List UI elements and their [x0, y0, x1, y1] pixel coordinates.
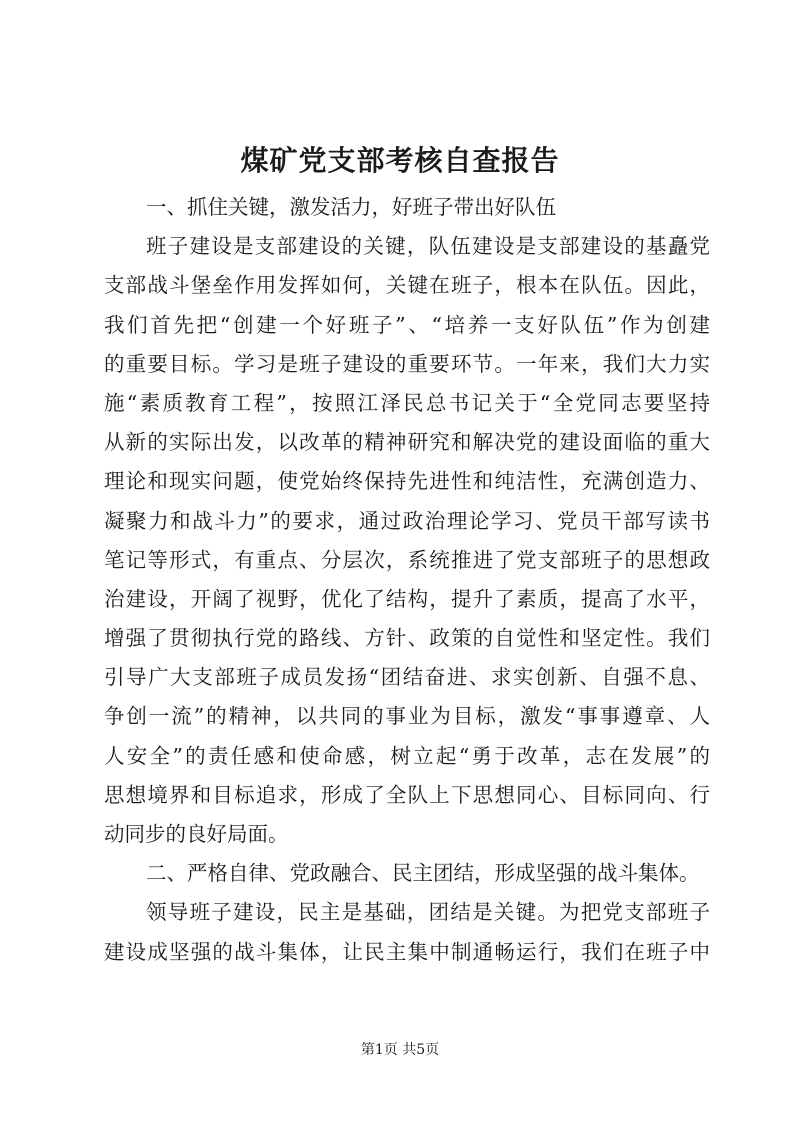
paragraph-line: 治建设，开阔了视野，优化了结构，提升了素质，提高了水平， — [104, 586, 710, 611]
document-body — [104, 188, 710, 972]
paragraph-line: 增强了贯彻执行党的路线、方针、政策的自觉性和坚定性。我们 — [104, 626, 710, 651]
paragraph-line: 思想境界和目标追求，形成了全队上下思想同心、目标同向、行 — [104, 782, 710, 807]
paragraph-line: 引导广大支部班子成员发扬“团结奋进、求实创新、自强不息、 — [104, 665, 710, 690]
section-heading-2: 二、严格自律、党政融合、民主团结，形成坚强的战斗集体。 — [146, 861, 700, 886]
paragraph-line: 理论和现实问题，使党始终保持先进性和纯洁性，充满创造力、 — [104, 469, 710, 494]
paragraph-line: 人安全”的责任感和使命感，树立起“勇于改革，志在发展”的 — [104, 743, 710, 768]
paragraph-line: 动同步的良好局面。 — [104, 822, 289, 846]
section-heading-1: 一、抓住关键，激发活力，好班子带出好队伍 — [146, 195, 556, 219]
paragraph-line: 支部战斗堡垒作用发挥如何，关键在班子，根本在队伍。因此， — [104, 273, 710, 298]
paragraph-line: 从新的实际出发，以改革的精神研究和解决党的建设面临的重大 — [104, 430, 710, 455]
paragraph-line: 领导班子建设，民主是基础，团结是关键。为把党支部班子 — [146, 900, 710, 925]
paragraph-line: 我们首先把“创建一个好班子”、“培养一支好队伍”作为创建 — [104, 312, 710, 337]
paragraph-line: 班子建设是支部建设的关键，队伍建设是支部建设的基矗党 — [146, 234, 710, 259]
paragraph-line: 凝聚力和战斗力”的要求，通过政治理论学习、党员干部写读书 — [104, 508, 710, 533]
paragraph-line: 施“素质教育工程”，按照江泽民总书记关于“全党同志要坚持 — [104, 390, 710, 415]
paragraph-line: 的重要目标。学习是班子建设的重要环节。一年来，我们大力实 — [104, 351, 710, 376]
paragraph-line: 争创一流”的精神，以共同的事业为目标，激发“事事遵章、人 — [104, 704, 710, 729]
page-number-footer: 第1页 共5页 — [360, 1042, 440, 1058]
document-title: 煤矿党支部考核自查报告 — [240, 144, 560, 177]
paragraph-line: 笔记等形式，有重点、分层次，系统推进了党支部班子的思想政 — [104, 547, 710, 572]
paragraph-line: 建设成坚强的战斗集体，让民主集中制通畅运行，我们在班子中 — [104, 939, 710, 964]
